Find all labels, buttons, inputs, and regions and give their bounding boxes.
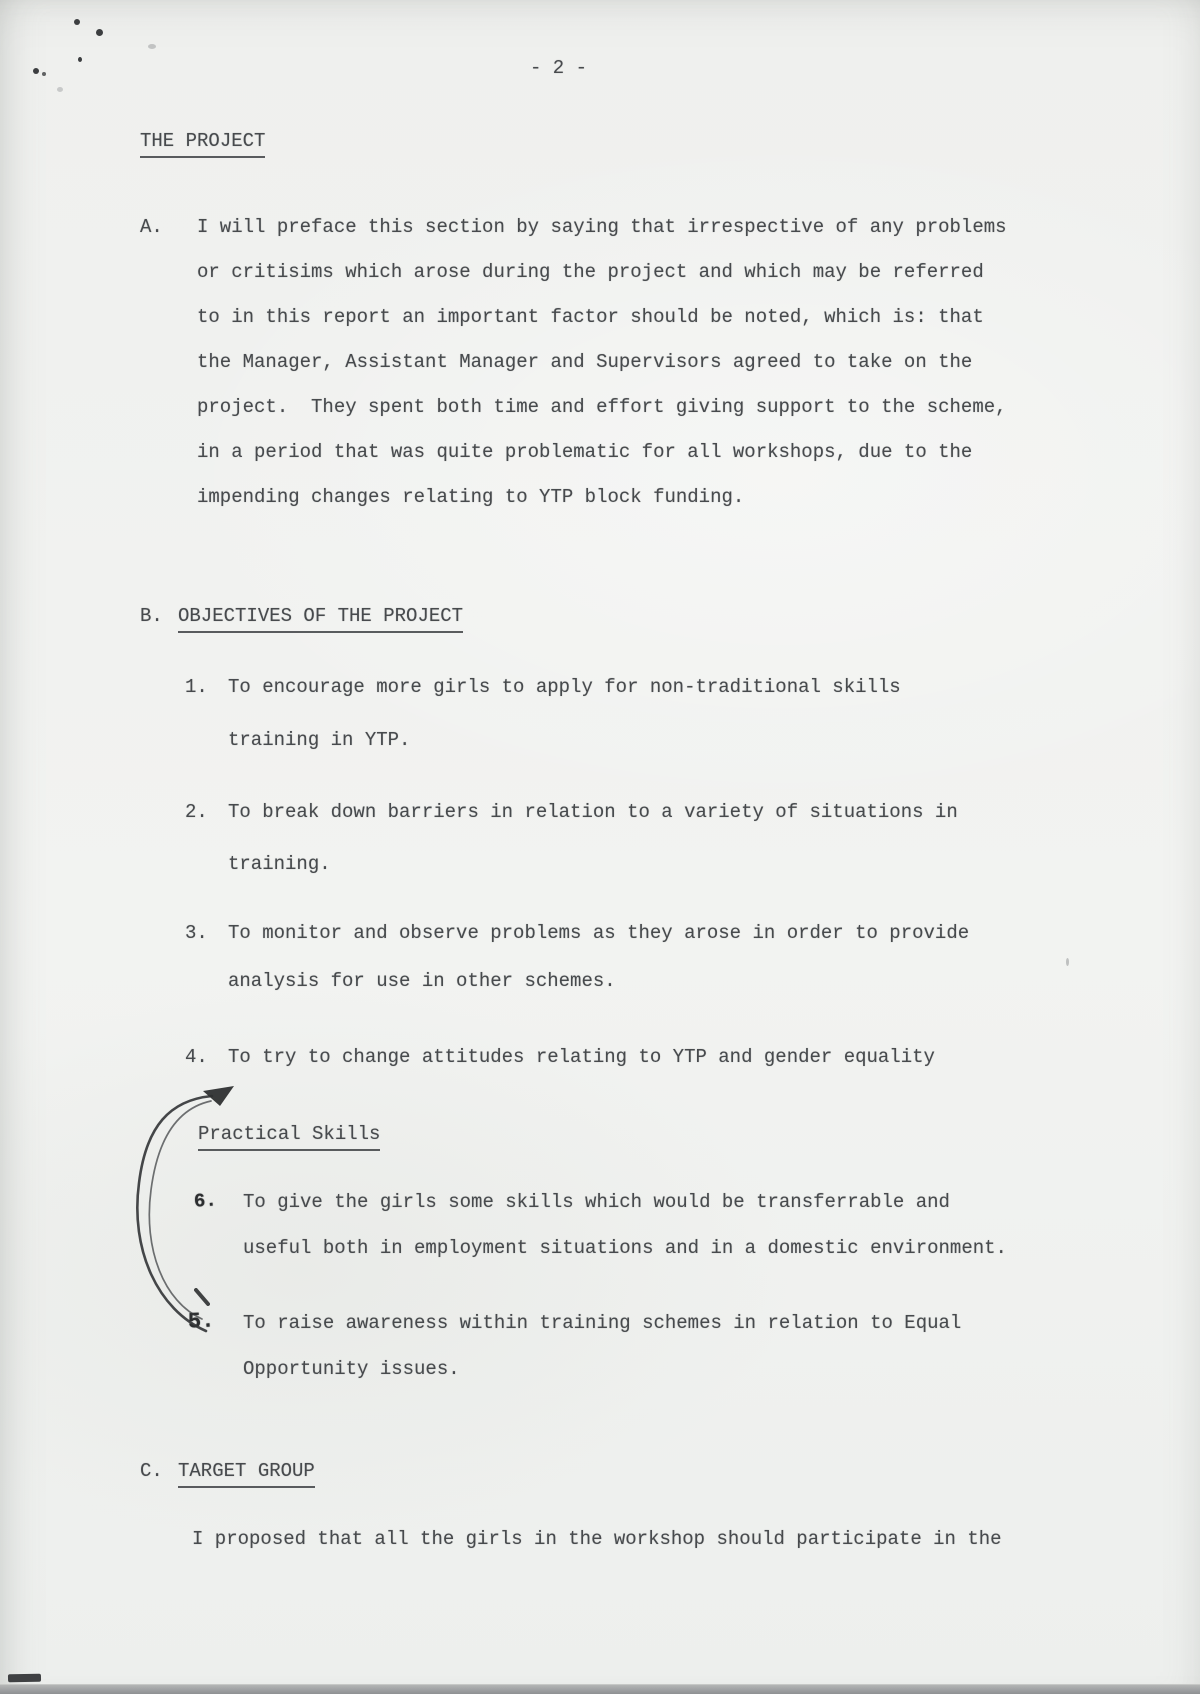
list-item-number: 1. (185, 676, 208, 698)
section-a-label: A. (140, 216, 163, 238)
paragraph-line: or critisims which arose during the project and which may be referred (197, 261, 984, 283)
page-number: - 2 - (530, 57, 588, 79)
list-item-number: 2. (185, 801, 208, 823)
paragraph-line: to in this report an important factor should be noted, which is: that (197, 306, 984, 328)
ink-speck (96, 29, 103, 36)
list-item-number: 3. (185, 922, 208, 944)
list-item-number-handwritten: 5. (187, 1308, 216, 1335)
list-item-line: Opportunity issues. (243, 1358, 460, 1380)
paragraph-line: I will preface this section by saying that irrespective of any problems (197, 216, 1007, 238)
list-item-line: To break down barriers in relation to a variety of situations in (228, 801, 958, 823)
scan-artifact-dash (8, 1674, 41, 1683)
section-b-heading: OBJECTIVES OF THE PROJECT (178, 604, 463, 633)
list-item-line: useful both in employment situations and in a domestic environment. (243, 1237, 1007, 1259)
ink-smudge (148, 44, 156, 49)
practical-skills-heading: Practical Skills (198, 1122, 380, 1151)
arrowhead (203, 1086, 234, 1106)
paragraph-line: I proposed that all the girls in the workshop should participate in the (192, 1528, 1002, 1550)
paragraph-line: in a period that was quite problematic for all workshops, due to the (197, 441, 973, 463)
paragraph-line: project. They spent both time and effort giving support to the scheme, (197, 396, 1007, 418)
list-item-line: To give the girls some skills which would be transferrable and (243, 1191, 950, 1213)
ink-smudge (1066, 958, 1069, 966)
list-item-line: training. (228, 853, 331, 875)
list-item-number-handwritten: 6. (193, 1189, 218, 1213)
list-item-line: To try to change attitudes relating to YTP and gender equality (228, 1046, 935, 1068)
list-item-line: To raise awareness within training schemes in relation to Equal (243, 1312, 962, 1334)
paragraph-line: the Manager, Assistant Manager and Supervisors agreed to take on the (197, 351, 973, 373)
ink-speck (33, 68, 39, 74)
list-item-line: analysis for use in other schemes. (228, 970, 616, 992)
ink-speck (74, 19, 80, 25)
scan-edge-band (0, 1684, 1200, 1694)
page-title: THE PROJECT (140, 129, 265, 158)
list-item-line: training in YTP. (228, 729, 411, 751)
ink-speck (42, 72, 46, 76)
list-item-line: To encourage more girls to apply for non-traditional skills (228, 676, 901, 698)
section-b-label: B. (140, 605, 163, 627)
list-item-number: 4. (185, 1046, 208, 1068)
ink-smudge (57, 87, 63, 92)
list-item-line: To monitor and observe problems as they arose in order to provide (228, 922, 970, 944)
section-c-heading: TARGET GROUP (178, 1459, 315, 1488)
section-c-label: C. (140, 1460, 163, 1482)
ink-speck (78, 57, 82, 62)
paragraph-line: impending changes relating to YTP block funding. (197, 486, 745, 508)
